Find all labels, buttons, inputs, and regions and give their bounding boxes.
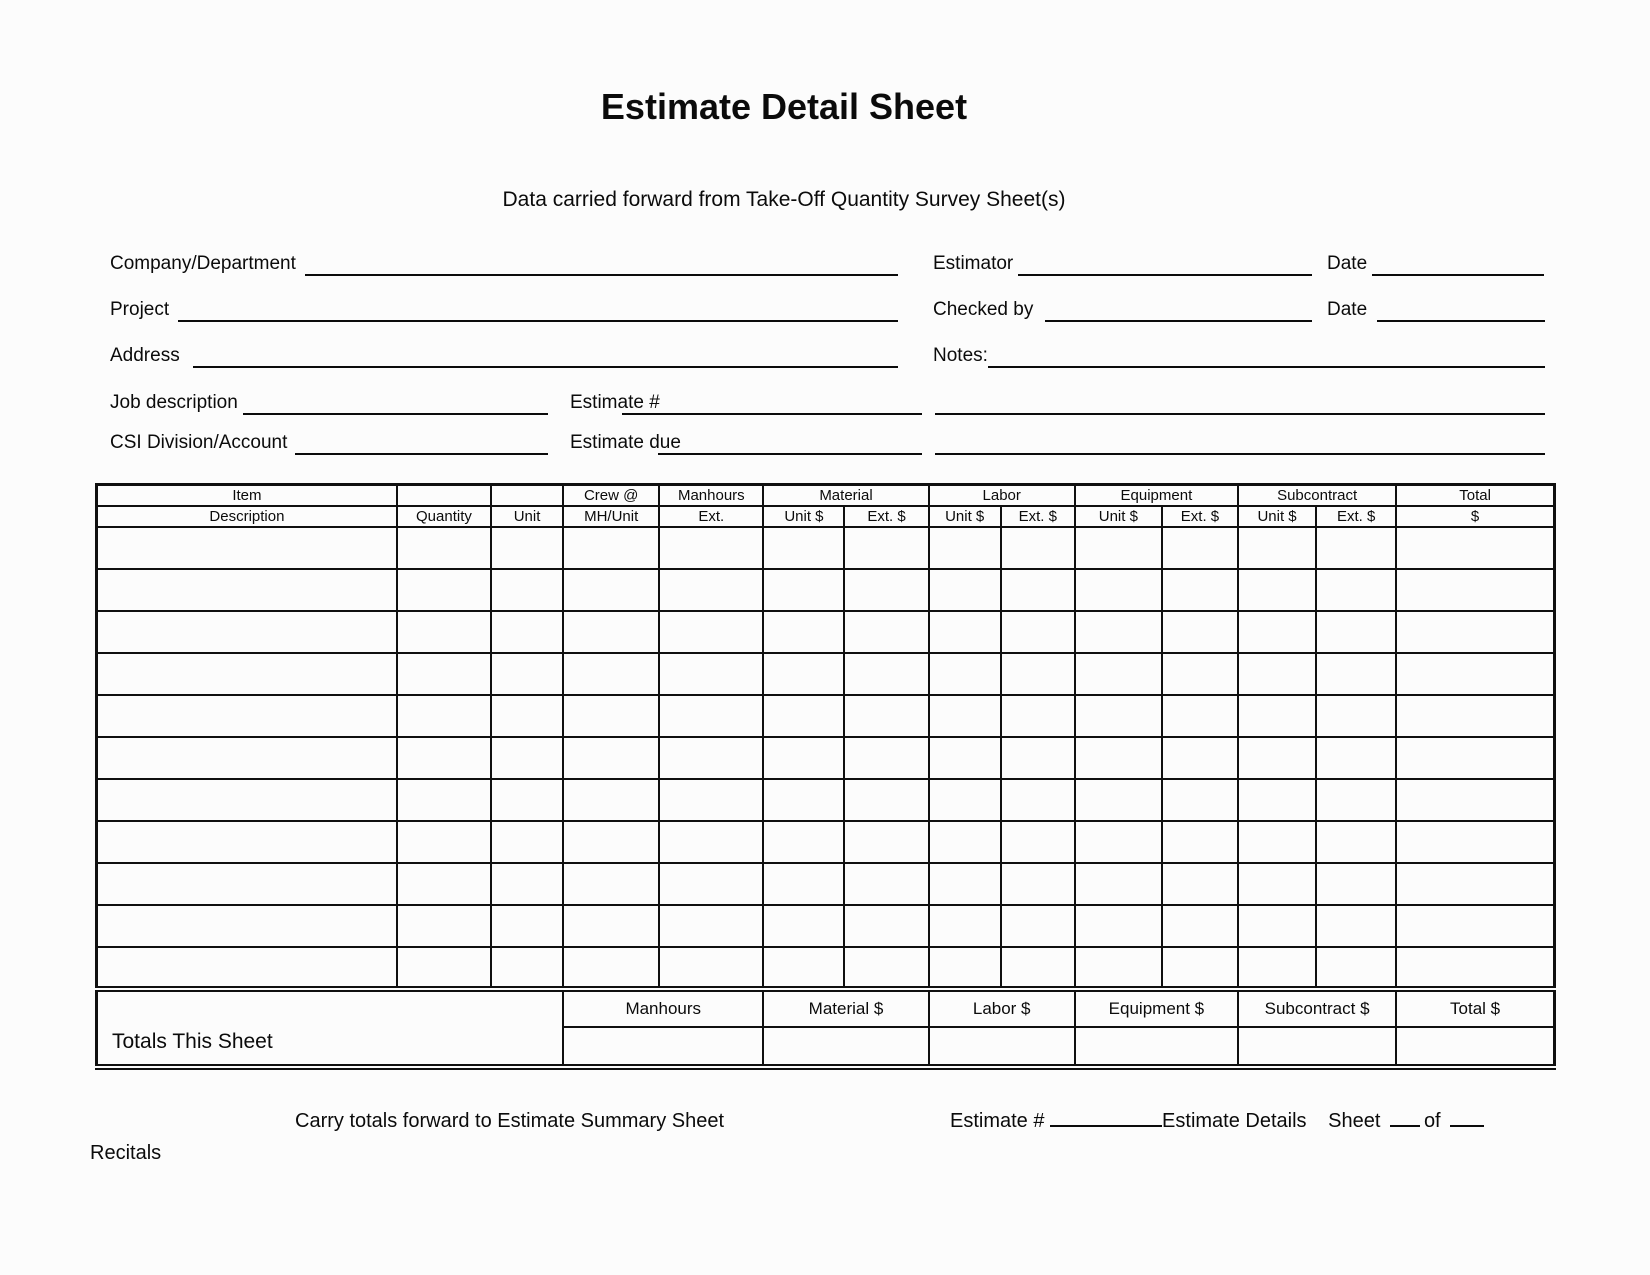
- notes-label: Notes:: [933, 345, 988, 366]
- body-cell[interactable]: [97, 863, 397, 905]
- body-cell[interactable]: [929, 653, 1001, 695]
- job-description-label: Job description: [110, 392, 238, 413]
- body-cell[interactable]: [929, 737, 1001, 779]
- body-cell[interactable]: [1238, 569, 1316, 611]
- body-cell[interactable]: [1001, 947, 1075, 989]
- totals-col-material: Material $: [763, 989, 928, 1027]
- body-cell[interactable]: [1396, 779, 1554, 821]
- body-cell[interactable]: [1238, 695, 1316, 737]
- body-cell[interactable]: [844, 737, 928, 779]
- totals-manhours-value[interactable]: [563, 1027, 763, 1067]
- body-cell[interactable]: [844, 695, 928, 737]
- body-cell[interactable]: [563, 653, 659, 695]
- body-cell[interactable]: [1162, 653, 1238, 695]
- table-row: [97, 569, 1555, 611]
- footer-sheet-number-field[interactable]: [1390, 1111, 1420, 1127]
- header-item: Item: [97, 485, 397, 506]
- header-total-dollar: $: [1396, 506, 1554, 527]
- totals-total-value[interactable]: [1396, 1027, 1554, 1067]
- body-cell[interactable]: [1075, 695, 1162, 737]
- table-row: [97, 611, 1555, 653]
- body-cell[interactable]: [1238, 905, 1316, 947]
- body-cell[interactable]: [1001, 905, 1075, 947]
- body-cell[interactable]: [97, 653, 397, 695]
- body-cell[interactable]: [1162, 863, 1238, 905]
- body-cell[interactable]: [1238, 821, 1316, 863]
- header-equipment-unit: Unit $: [1075, 506, 1162, 527]
- estimate-due-label: Estimate due: [570, 432, 681, 453]
- body-cell[interactable]: [1162, 695, 1238, 737]
- body-cell[interactable]: [844, 905, 928, 947]
- body-cell[interactable]: [97, 737, 397, 779]
- company-department-label: Company/Department: [110, 253, 296, 274]
- estimate-due-field[interactable]: [658, 453, 922, 455]
- body-cell[interactable]: [1162, 611, 1238, 653]
- body-cell[interactable]: [1162, 779, 1238, 821]
- address-field[interactable]: [193, 366, 898, 368]
- body-cell[interactable]: [563, 737, 659, 779]
- body-cell[interactable]: [1396, 611, 1554, 653]
- body-cell[interactable]: [563, 695, 659, 737]
- header-group-subcontract: Subcontract: [1238, 485, 1396, 506]
- body-cell[interactable]: [563, 779, 659, 821]
- body-cell[interactable]: [659, 527, 763, 569]
- body-cell[interactable]: [844, 569, 928, 611]
- body-cell[interactable]: [1238, 653, 1316, 695]
- totals-section: [97, 989, 1555, 1067]
- footer-sheet-total-field[interactable]: [1450, 1111, 1484, 1127]
- body-cell[interactable]: [929, 569, 1001, 611]
- body-cell[interactable]: [491, 905, 563, 947]
- body-cell[interactable]: [491, 863, 563, 905]
- body-cell[interactable]: [929, 611, 1001, 653]
- body-cell[interactable]: [1316, 527, 1396, 569]
- totals-col-manhours: Manhours: [563, 989, 763, 1027]
- body-cell[interactable]: [929, 779, 1001, 821]
- body-cell[interactable]: [397, 611, 491, 653]
- body-cell[interactable]: [1001, 653, 1075, 695]
- footer-sheet-label: Sheet: [1328, 1110, 1381, 1132]
- estimate-table: [95, 483, 1556, 1070]
- body-cell[interactable]: [1238, 611, 1316, 653]
- table-row: [97, 905, 1555, 947]
- header-description: Description: [97, 506, 397, 527]
- body-cell[interactable]: [1396, 569, 1554, 611]
- body-cell[interactable]: [563, 821, 659, 863]
- body-cell[interactable]: [929, 527, 1001, 569]
- estimator-date-field[interactable]: [1372, 274, 1544, 276]
- body-cell[interactable]: [397, 863, 491, 905]
- body-cell[interactable]: [97, 779, 397, 821]
- body-cell[interactable]: [659, 779, 763, 821]
- body-cell[interactable]: [1162, 821, 1238, 863]
- header-mh-unit: MH/Unit: [563, 506, 659, 527]
- table-row: [97, 695, 1555, 737]
- body-cell[interactable]: [397, 569, 491, 611]
- header-row-top: [97, 485, 1555, 506]
- body-cell[interactable]: [1238, 779, 1316, 821]
- body-cell[interactable]: [1075, 611, 1162, 653]
- footer-estimate-details-label: Estimate Details: [1162, 1110, 1307, 1132]
- body-cell[interactable]: [1001, 779, 1075, 821]
- estimate-number-label: Estimate #: [570, 392, 660, 413]
- body-cell[interactable]: [1075, 947, 1162, 989]
- table-row: [97, 863, 1555, 905]
- body-cell[interactable]: [491, 821, 563, 863]
- body-cell[interactable]: [1396, 737, 1554, 779]
- body-cell[interactable]: [1238, 863, 1316, 905]
- body-cell[interactable]: [491, 611, 563, 653]
- body-cell[interactable]: [491, 737, 563, 779]
- body-cell[interactable]: [1316, 863, 1396, 905]
- body-cell[interactable]: [1238, 737, 1316, 779]
- body-cell[interactable]: [1316, 695, 1396, 737]
- totals-label-row: [97, 989, 1555, 1027]
- body-cell[interactable]: [1075, 653, 1162, 695]
- body-cell[interactable]: [397, 527, 491, 569]
- body-cell[interactable]: [1001, 737, 1075, 779]
- body-cell[interactable]: [491, 779, 563, 821]
- totals-equipment-value[interactable]: [1075, 1027, 1238, 1067]
- body-cell[interactable]: [1396, 905, 1554, 947]
- body-cell[interactable]: [763, 863, 844, 905]
- body-cell[interactable]: [1001, 863, 1075, 905]
- body-cell[interactable]: [1396, 695, 1554, 737]
- body-cell[interactable]: [929, 947, 1001, 989]
- checked-date-label: Date: [1327, 299, 1368, 320]
- body-cell[interactable]: [659, 569, 763, 611]
- body-cell[interactable]: [491, 569, 563, 611]
- totals-col-total: Total $: [1396, 989, 1554, 1027]
- body-cell[interactable]: [844, 527, 928, 569]
- body-cell[interactable]: [763, 695, 844, 737]
- body-cell[interactable]: [763, 905, 844, 947]
- body-cell[interactable]: [659, 947, 763, 989]
- body-cell[interactable]: [1075, 569, 1162, 611]
- header-total: Total: [1396, 485, 1554, 506]
- body-cell[interactable]: [1396, 947, 1554, 989]
- notes-field[interactable]: [988, 366, 1545, 368]
- body-cell[interactable]: [1075, 821, 1162, 863]
- body-cell[interactable]: [563, 947, 659, 989]
- header-subcontract-ext: Ext. $: [1316, 506, 1396, 527]
- body-cell[interactable]: [1316, 569, 1396, 611]
- body-cell[interactable]: [1316, 779, 1396, 821]
- table-header: [97, 485, 1555, 527]
- estimate-table-body: [97, 527, 1555, 989]
- body-cell[interactable]: [563, 569, 659, 611]
- header-group-labor: Labor: [929, 485, 1075, 506]
- totals-labor-value[interactable]: [929, 1027, 1075, 1067]
- body-cell[interactable]: [397, 905, 491, 947]
- estimator-field[interactable]: [1018, 274, 1312, 276]
- body-cell[interactable]: [397, 779, 491, 821]
- page-title: Estimate Detail Sheet: [600, 86, 968, 127]
- table-row: [97, 779, 1555, 821]
- body-cell[interactable]: [563, 611, 659, 653]
- body-cell[interactable]: [1075, 779, 1162, 821]
- body-cell[interactable]: [844, 863, 928, 905]
- body-cell[interactable]: [491, 527, 563, 569]
- totals-material-value[interactable]: [763, 1027, 928, 1067]
- header-subcontract-unit: Unit $: [1238, 506, 1316, 527]
- body-cell[interactable]: [763, 653, 844, 695]
- carry-totals-note: Carry totals forward to Estimate Summary Sheet: [295, 1110, 725, 1132]
- job-description-field[interactable]: [243, 413, 548, 415]
- header-labor-unit: Unit $: [929, 506, 1001, 527]
- table-row: [97, 821, 1555, 863]
- checked-by-label: Checked by: [933, 299, 1034, 320]
- body-cell[interactable]: [97, 905, 397, 947]
- header-group-material: Material: [763, 485, 928, 506]
- project-field[interactable]: [178, 320, 898, 322]
- header-manhours-ext: Ext.: [659, 506, 763, 527]
- table-row: [97, 653, 1555, 695]
- body-cell[interactable]: [1396, 863, 1554, 905]
- body-cell[interactable]: [397, 653, 491, 695]
- body-cell[interactable]: [1238, 527, 1316, 569]
- notes-extra-line-2[interactable]: [935, 453, 1545, 455]
- csi-division-account-field[interactable]: [295, 453, 548, 455]
- body-cell[interactable]: [97, 947, 397, 989]
- body-cell[interactable]: [97, 821, 397, 863]
- body-cell[interactable]: [1162, 527, 1238, 569]
- body-cell[interactable]: [1316, 905, 1396, 947]
- body-cell[interactable]: [1162, 905, 1238, 947]
- body-cell[interactable]: [397, 737, 491, 779]
- address-label: Address: [110, 345, 180, 366]
- header-crew: Crew @: [563, 485, 659, 506]
- body-cell[interactable]: [929, 905, 1001, 947]
- footer-of-label: of: [1423, 1110, 1441, 1132]
- header-labor-ext: Ext. $: [1001, 506, 1075, 527]
- body-cell[interactable]: [659, 653, 763, 695]
- recitals-label: Recitals: [90, 1142, 162, 1164]
- checked-date-field[interactable]: [1377, 320, 1545, 322]
- footer-sheet-info: [950, 1110, 1484, 1133]
- body-cell[interactable]: [659, 821, 763, 863]
- body-cell[interactable]: [1316, 737, 1396, 779]
- header-equipment-ext: Ext. $: [1162, 506, 1238, 527]
- body-cell[interactable]: [659, 737, 763, 779]
- body-cell[interactable]: [844, 947, 928, 989]
- body-cell[interactable]: [491, 695, 563, 737]
- body-cell[interactable]: [491, 947, 563, 989]
- body-cell[interactable]: [929, 695, 1001, 737]
- body-cell[interactable]: [563, 527, 659, 569]
- body-cell[interactable]: [1001, 569, 1075, 611]
- header-group-equipment: Equipment: [1075, 485, 1238, 506]
- header-material-unit: Unit $: [763, 506, 844, 527]
- body-cell[interactable]: [844, 779, 928, 821]
- body-cell[interactable]: [397, 947, 491, 989]
- body-cell[interactable]: [844, 821, 928, 863]
- totals-subcontract-value[interactable]: [1238, 1027, 1396, 1067]
- project-label: Project: [110, 299, 170, 320]
- body-cell[interactable]: [1316, 611, 1396, 653]
- body-cell[interactable]: [1001, 821, 1075, 863]
- body-cell[interactable]: [659, 905, 763, 947]
- header-quantity-top: [397, 485, 491, 506]
- body-cell[interactable]: [763, 779, 844, 821]
- body-cell[interactable]: [97, 569, 397, 611]
- totals-col-labor: Labor $: [929, 989, 1075, 1027]
- body-cell[interactable]: [1075, 905, 1162, 947]
- body-cell[interactable]: [1075, 527, 1162, 569]
- body-cell[interactable]: [1396, 821, 1554, 863]
- body-cell[interactable]: [659, 695, 763, 737]
- body-cell[interactable]: [1396, 527, 1554, 569]
- body-cell[interactable]: [397, 695, 491, 737]
- body-cell[interactable]: [1316, 947, 1396, 989]
- body-cell[interactable]: [1316, 653, 1396, 695]
- body-cell[interactable]: [491, 653, 563, 695]
- header-unit: Unit: [491, 506, 563, 527]
- notes-extra-line-1[interactable]: [935, 413, 1545, 415]
- body-cell[interactable]: [929, 863, 1001, 905]
- body-cell[interactable]: [563, 905, 659, 947]
- body-cell[interactable]: [1075, 737, 1162, 779]
- body-cell[interactable]: [659, 863, 763, 905]
- header-unit-top: [491, 485, 563, 506]
- estimate-number-field[interactable]: [622, 413, 922, 415]
- body-cell[interactable]: [763, 947, 844, 989]
- body-cell[interactable]: [97, 611, 397, 653]
- totals-col-subcontract: Subcontract $: [1238, 989, 1396, 1027]
- estimator-date-label: Date: [1327, 253, 1368, 274]
- body-cell[interactable]: [1316, 821, 1396, 863]
- body-cell[interactable]: [763, 821, 844, 863]
- table-row: [97, 527, 1555, 569]
- body-cell[interactable]: [397, 821, 491, 863]
- page-subtitle: Data carried forward from Take-Off Quantity Survey Sheet(s): [502, 188, 1066, 211]
- body-cell[interactable]: [1075, 863, 1162, 905]
- header-material-ext: Ext. $: [844, 506, 928, 527]
- body-cell[interactable]: [1238, 947, 1316, 989]
- table-row: [97, 737, 1555, 779]
- body-cell[interactable]: [763, 527, 844, 569]
- checked-by-field[interactable]: [1045, 320, 1312, 322]
- body-cell[interactable]: [763, 611, 844, 653]
- footer-estimate-number-label: Estimate #: [950, 1110, 1045, 1132]
- company-department-field[interactable]: [305, 274, 898, 276]
- header-row-bottom: [97, 506, 1555, 527]
- body-cell[interactable]: [659, 611, 763, 653]
- footer-estimate-number-field[interactable]: [1050, 1111, 1162, 1127]
- body-cell[interactable]: [763, 569, 844, 611]
- body-cell[interactable]: [1162, 947, 1238, 989]
- header-quantity: Quantity: [397, 506, 491, 527]
- body-cell[interactable]: [844, 611, 928, 653]
- body-cell[interactable]: [929, 821, 1001, 863]
- estimator-label: Estimator: [933, 253, 1014, 274]
- body-cell[interactable]: [1001, 611, 1075, 653]
- totals-this-sheet-cell: [97, 989, 564, 1067]
- body-cell[interactable]: [1001, 527, 1075, 569]
- body-cell[interactable]: [844, 653, 928, 695]
- csi-division-account-label: CSI Division/Account: [110, 432, 288, 453]
- table-row: [97, 947, 1555, 989]
- body-cell[interactable]: [1396, 653, 1554, 695]
- header-manhours: Manhours: [659, 485, 763, 506]
- body-cell[interactable]: [763, 737, 844, 779]
- body-cell[interactable]: [1001, 695, 1075, 737]
- totals-this-sheet-label: Totals This Sheet: [112, 1029, 273, 1053]
- body-cell[interactable]: [97, 695, 397, 737]
- totals-col-equipment: Equipment $: [1075, 989, 1238, 1027]
- body-cell[interactable]: [1162, 569, 1238, 611]
- body-cell[interactable]: [97, 527, 397, 569]
- body-cell[interactable]: [563, 863, 659, 905]
- body-cell[interactable]: [1162, 737, 1238, 779]
